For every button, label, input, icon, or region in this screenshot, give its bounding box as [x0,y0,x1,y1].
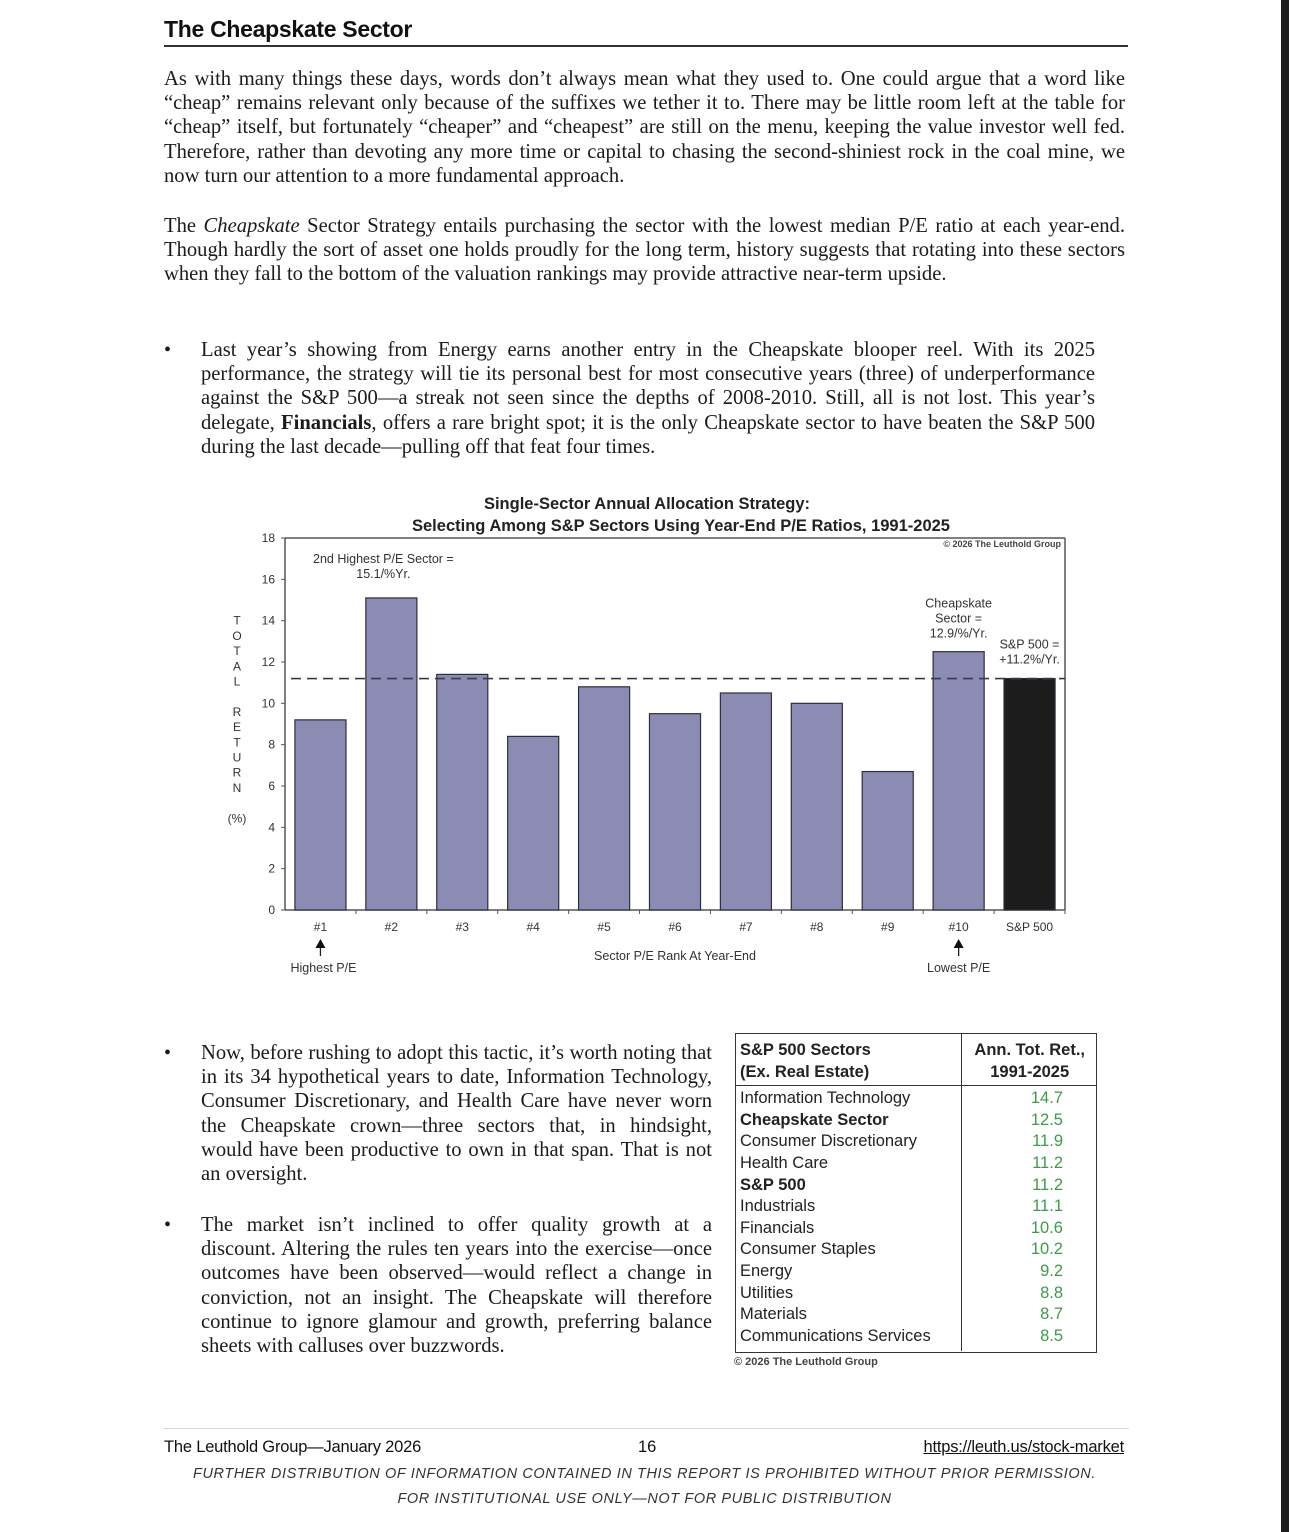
y-tick-label: 8 [268,737,275,752]
table-row [736,1239,1097,1261]
sector-name: Industrials [740,1197,816,1216]
text-span: Last year’s showing from Energy earns another entry in the Cheapskate blooper reel. With its 2025 performance, the strategy will tie its personal best for most consecutive years (three) of underperformance against the S&P 500—a streak not seen since the depths of 2008-2010. Still, all is not lost. This year’s delegate, [201,339,1095,434]
bar-5 [579,687,630,910]
bar-3 [437,674,488,910]
sector-return-value: 8.5 [962,1326,1097,1352]
italic-cheapskate: Cheapskate [203,215,300,237]
sector-name: Financials [740,1218,815,1237]
x-tick-label: #2 [384,920,399,934]
sector-return-value: 12.5 [962,1110,1097,1132]
y-axis-label-letter: U [232,750,242,765]
sector-return-value: 11.2 [962,1175,1097,1197]
sector-name: Materials [740,1305,807,1324]
bar-sp500 [1004,679,1055,910]
table-row [736,1086,1097,1110]
x-tick-label: #10 [948,920,969,934]
x-tick-label: #9 [881,920,895,934]
table-row [736,1175,1097,1197]
bullet-text [201,338,1095,459]
x-tick-label: #3 [455,920,469,934]
sector-return-value: 11.9 [962,1131,1097,1153]
sector-name: Utilities [740,1283,794,1302]
y-tick-label: 6 [268,779,275,793]
footer-publisher: The Leuthold Group—January 2026 [164,1438,422,1456]
sector-name: Cheapskate Sector [740,1110,889,1129]
table-row [736,1196,1097,1218]
footer-divider [164,1428,1129,1429]
sector-return-value: 10.6 [962,1218,1097,1240]
sector-return-value: 8.7 [962,1304,1097,1326]
y-tick-label: 18 [261,531,275,545]
bar-annotation: Cheapskate [925,596,992,611]
y-tick-label: 14 [261,613,275,628]
bullet-icon: • [164,1214,172,1236]
intro-paragraph: As with many things these days, words don’t always mean what they used to. One could argue that a word like “cheap” remains relevant only because of the suffixes we tether it to. There may be little room left at the table for “cheap” itself, but fortunately “cheaper” and “cheapest” are still on the menu, keeping the value investor well fed. Therefore, rather than devoting any more time or capital to chasing the second-shiniest rock in the coal mine, we now turn our attention to a more fundamental approach. [164,68,1125,187]
bar-10 [933,652,984,910]
bar-annotation: S&P 500 = [999,637,1060,652]
sector-return-value: 8.8 [962,1283,1097,1305]
sector-name: Communications Services [740,1326,931,1345]
bar-annotation: Sector = [935,611,983,626]
y-axis-label-letter: N [232,780,242,795]
x-tick-label: #8 [810,920,824,934]
sector-name: Health Care [740,1153,829,1172]
header-returns [962,1034,1097,1086]
x-tick-label: #7 [739,920,753,934]
arrow-label: Lowest P/E [927,961,991,975]
page-number: 16 [638,1438,657,1456]
sector-return-value: 9.2 [962,1261,1097,1283]
x-tick-label: #4 [526,920,540,934]
x-tick-label: #6 [668,920,682,934]
table-row [736,1283,1097,1305]
bar-annotation: 12.9/%/Yr. [929,626,988,641]
footer-link[interactable]: https://leuth.us/stock-market [923,1438,1124,1456]
bar-9 [862,772,913,910]
table-row [736,1110,1097,1132]
y-axis-label-letter: T [233,735,241,750]
table-row [736,1326,1097,1352]
bar-6 [649,714,700,910]
header-sectors [736,1034,962,1086]
chart-title: Single-Sector Annual Allocation Strategy: [483,495,811,513]
table-body [736,1086,1097,1352]
sector-return-value: 14.7 [962,1086,1097,1110]
sector-return-value: 10.2 [962,1239,1097,1261]
chart-copyright: © 2026 The Leuthold Group [943,539,1061,549]
text-span: Sector Strategy entails purchasing the sector with the lowest median P/E ratio at each year-end. Though hardly the sort of asset one holds proudly for the long term, history suggests that rotating into these sectors when they fall to the bottom of the valuation rankings may provide attractive near-term upside. [164,215,1125,286]
y-tick-label: 10 [261,696,275,711]
header-line: 1991-2025 [990,1062,1070,1081]
table-copyright: © 2026 The Leuthold Group [734,1356,878,1368]
header-line: Ann. Tot. Ret., [974,1041,1086,1059]
x-axis-label: Sector P/E Rank At Year-End [594,949,756,963]
header-line: (Ex. Real Estate) [740,1062,870,1081]
table-row [736,1304,1097,1326]
table-header-row [736,1034,1097,1086]
arrow-label: Highest P/E [290,961,357,975]
y-tick-label: 2 [268,861,275,876]
x-tick-label: S&P 500 [1005,920,1054,934]
bar-annotation: 2nd Highest P/E Sector = [313,551,454,566]
y-axis-label-letter: (%) [227,811,247,826]
bar-1 [295,720,346,910]
sector-return-value: 11.1 [962,1196,1097,1218]
table-row [736,1131,1097,1153]
y-tick-label: 12 [261,655,275,669]
chart-subtitle: Selecting Among S&P Sectors Using Year-End P/E Ratios, 1991-2025 [412,517,950,535]
sector-name: Energy [740,1261,793,1280]
sector-name: Consumer Staples [740,1240,876,1259]
bar-annotation: +11.2%/Yr. [999,652,1060,667]
plot-layer [228,531,1065,975]
bullet-icon: • [164,339,172,361]
bar-7 [720,693,771,910]
sector-name: Consumer Discretionary [740,1132,917,1151]
text-span: The [164,215,204,237]
bold-financials: Financials [281,411,372,434]
sector-bar-chart [215,485,1095,995]
y-axis-label-letter: L [233,674,241,689]
viewer-edge-strip [1281,0,1289,1532]
sector-returns-table [736,1034,1097,1351]
footer-disclaimer-2: FOR INSTITUTIONAL USE ONLY—NOT FOR PUBLIC DISTRIBUTION [397,1491,892,1507]
bullet-text: The market isn’t inclined to offer quality growth at a discount. Altering the rules ten years into the exercise—once outcomes have been observed—would reflect a change in conviction, not an insight. The Cheapskate will therefore continue to ignore glamour and growth, preferring balance sheets with calluses over buzzwords. [201,1214,712,1358]
y-tick-label: 0 [268,903,275,917]
table-row [736,1261,1097,1283]
arrow-up-icon [954,939,964,948]
header-line: S&P 500 Sectors [740,1041,871,1059]
bullet-text: Now, before rushing to adopt this tactic, it’s worth noting that in its 34 hypothetical years to date, Information Technology, Consumer Discretionary, and Health Care have never worn the Cheapskate crown—three sectors that, in hindsight, would have been productive to own in that span. That is not an oversight. [201,1042,712,1186]
title-underline [164,45,1128,47]
y-axis-label-letter: E [232,720,242,735]
table-row [736,1153,1097,1175]
y-axis-label-letter: R [232,704,242,719]
text-span: , offers a rare bright spot; it is the only Cheapskate sector to have beaten the S&P 500 during the last decade—pulling off that feat four times. [201,411,1095,458]
bullet-icon: • [164,1042,172,1064]
y-tick-label: 16 [261,572,275,587]
y-tick-label: 4 [268,820,275,835]
footer-disclaimer-1: FURTHER DISTRIBUTION OF INFORMATION CONTAINED IN THIS REPORT IS PROHIBITED WITHOUT PRIOR PERMISSION. [193,1466,1096,1482]
strategy-paragraph [164,214,1125,287]
bar-annotation: 15.1/%Yr. [356,566,411,581]
bar-2 [366,598,417,910]
arrow-up-icon [315,939,325,948]
sector-name: S&P 500 [740,1175,806,1194]
sector-return-value: 11.2 [962,1153,1097,1175]
y-axis-label-letter: O [232,628,242,643]
y-axis-label-letter: R [232,765,242,780]
bar-8 [791,703,842,910]
x-tick-label: #5 [597,920,611,934]
x-tick-label: #1 [313,920,328,934]
y-axis-label-letter: T [233,613,241,628]
y-axis-label-letter: T [233,644,241,659]
y-axis-label-letter: A [232,659,242,674]
section-title: The Cheapskate Sector [164,16,413,42]
table-row [736,1218,1097,1240]
sector-name: Information Technology [740,1089,911,1108]
chart-svg [215,485,1095,995]
bar-4 [508,736,559,910]
